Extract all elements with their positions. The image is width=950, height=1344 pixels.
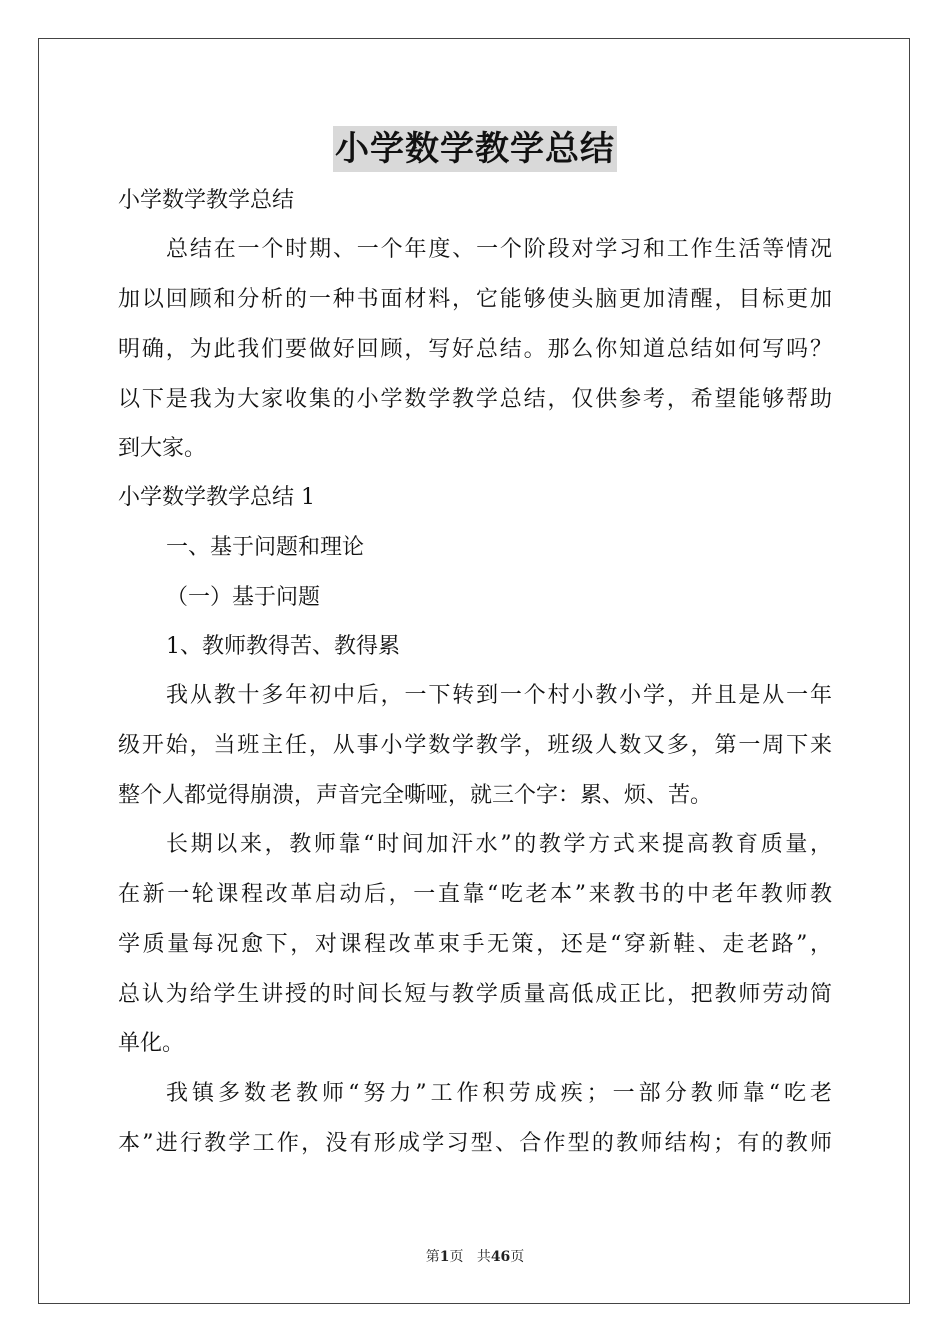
- text-line: 整个人都觉得崩溃，声音完全嘶哑，就三个字：累、烦、苦。: [118, 783, 713, 808]
- subsection-heading: 一、基于问题和理论: [166, 535, 365, 560]
- subsection-heading: 1、教师教得苦、教得累: [166, 634, 400, 659]
- text-line: 单化。: [118, 1031, 185, 1056]
- page-suffix: 页: [449, 1249, 464, 1265]
- text-line: 我镇多数老教师“努力”工作积劳成疾；一部分教师靠“吃老: [166, 1081, 832, 1106]
- text-line: 本”进行教学工作，没有形成学习型、合作型的教师结构；有的教师: [118, 1131, 832, 1156]
- page-number: 1: [439, 1249, 450, 1265]
- page-footer: [0, 1246, 950, 1266]
- total-prefix: 共: [476, 1249, 491, 1265]
- subsection-heading: （一）基于问题: [166, 585, 321, 610]
- text-line: 级开始，当班主任，从事小学数学教学，班级人数又多，第一周下来: [118, 733, 832, 758]
- text-line: 以下是我为大家收集的小学数学教学总结，仅供参考，希望能够帮助: [118, 387, 832, 412]
- text-line: 加以回顾和分析的一种书面材料，它能够使头脑更加清醒，目标更加: [118, 287, 832, 312]
- text-line: 总结在一个时期、一个年度、一个阶段对学习和工作生活等情况: [166, 237, 832, 262]
- total-suffix: 页: [510, 1249, 525, 1265]
- title-wrap: [0, 126, 950, 172]
- text-line: 长期以来，教师靠“时间加汗水”的教学方式来提高教育质量，: [166, 832, 832, 857]
- text-line: 在新一轮课程改革启动后，一直靠“吃老本”来教书的中老年教师教: [118, 882, 832, 907]
- section-heading: 小学数学教学总结 1: [118, 485, 315, 510]
- text-line: 总认为给学生讲授的时间长短与教学质量高低成正比，把教师劳动简: [118, 982, 832, 1007]
- text-line: 学质量每况愈下，对课程改革束手无策，还是“穿新鞋、走老路”，: [118, 932, 832, 957]
- text-line: 小学数学教学总结: [118, 188, 295, 213]
- document-title: 小学数学教学总结: [333, 126, 617, 172]
- page-prefix: 第: [425, 1249, 440, 1265]
- text-line: 明确，为此我们要做好回顾，写好总结。那么你知道总结如何写吗？: [118, 337, 832, 362]
- text-line: 到大家。: [118, 436, 207, 461]
- total-pages: 46: [490, 1249, 511, 1265]
- text-line: 我从教十多年初中后，一下转到一个村小教小学，并且是从一年: [166, 683, 832, 708]
